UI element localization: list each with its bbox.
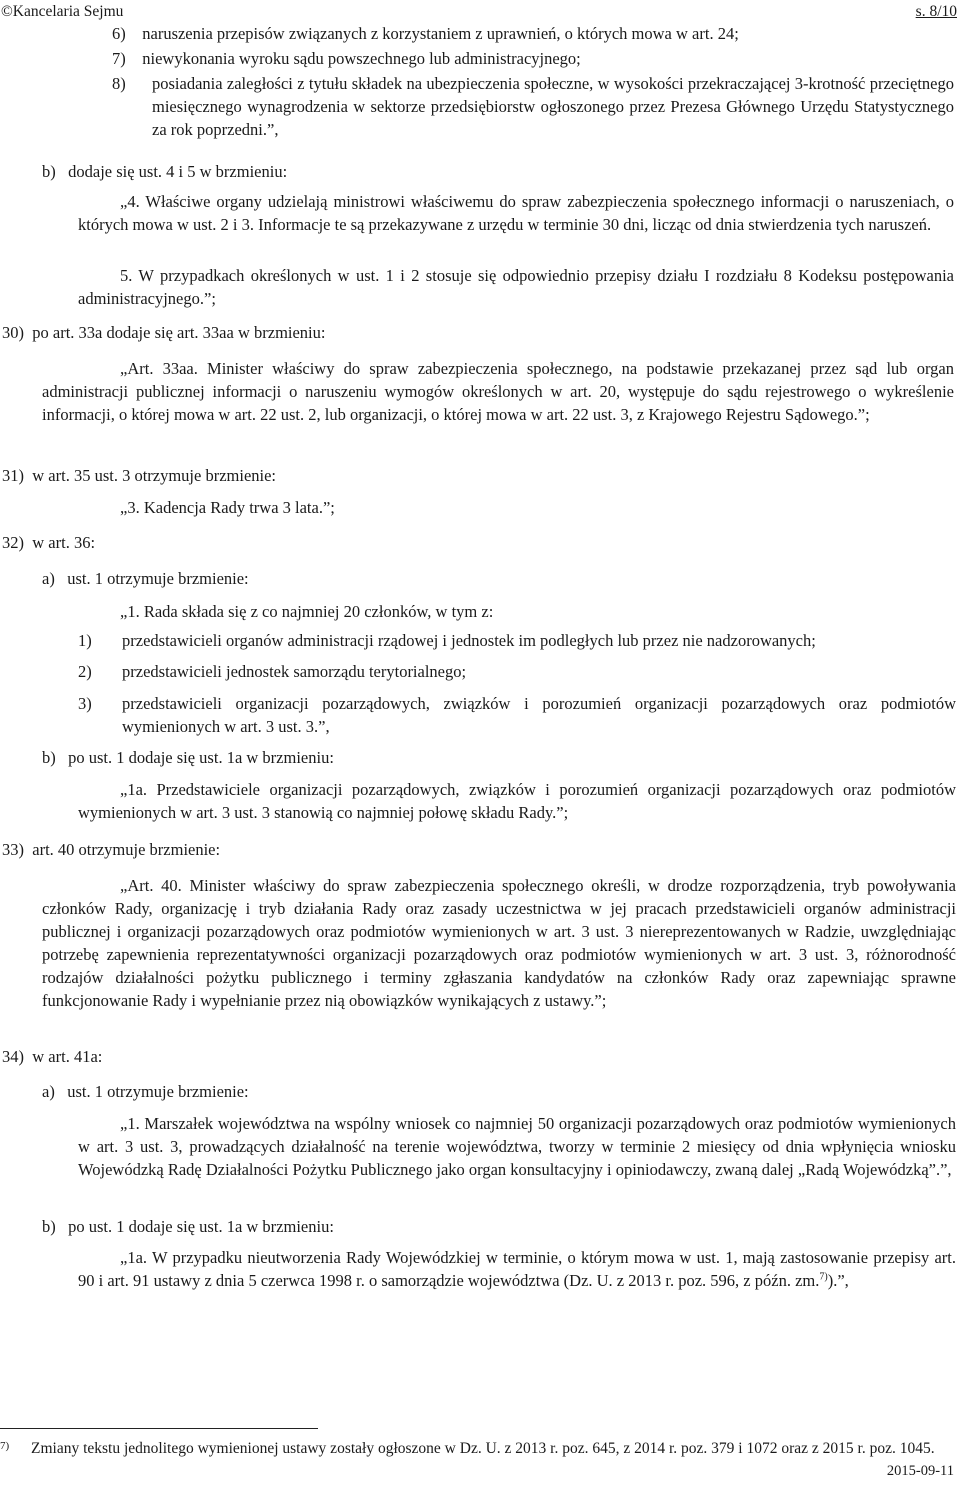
marszalek-quote: „1. Marszałek województwa na wspólny wniosek co najmniej 50 organizacji pozarządowych oraz podmiotów wymienionych w art. 3 ust. 3, prowadzących działalność na terenie województwa, tworzy w terminie 2 miesięcy od dnia wpłynięcia wniosku Wojewódzką Radę Działalności Pożytku Publicznego jako organ konsultacyjny i opiniodawczy, zwaną dalej „Radą Wojewódzką”.”, bbox=[78, 1114, 956, 1179]
footnote-text: Zmiany tekstu jednolitego wymienionej ustawy zostały ogłoszone w Dz. U. z 2013 r. poz. 645, z 2014 r. poz. 379 i 1072 oraz z 2015 r. poz. 1045. bbox=[31, 1440, 935, 1457]
item-8-number: 8) bbox=[112, 74, 126, 93]
rada-item-3-number: 3) bbox=[78, 694, 92, 713]
header-page-number: s. 8/10 bbox=[915, 3, 957, 20]
point-b-add-4-5: b) dodaje się ust. 4 i 5 w brzmieniu: bbox=[42, 162, 288, 181]
point-32-a: a) ust. 1 otrzymuje brzmienie: bbox=[42, 569, 249, 588]
kadencja-quote: „3. Kadencja Rady trwa 3 lata.”; bbox=[120, 498, 335, 517]
point-34-b: b) po ust. 1 dodaje się ust. 1a w brzmieniu: bbox=[42, 1217, 334, 1236]
rada-item-1-number: 1) bbox=[78, 631, 92, 650]
art-40-quote: „Art. 40. Minister właściwy do spraw zabezpieczenia społecznego określi, w drodze rozporządzenia, tryb powoływania członków Rady, organizację i tryb działania Rady oraz zasady uczestnictwa w jej pracach przedstawicieli organów administracji publicznej i organizacji pozarządowych oraz podmiotów wymienionych w art. 3 ust. 3 niereprezentowanych w Radzie, uwzględniając potrzebę zapewnienia reprezentatywności organizacji pozarządowych oraz podmiotów wymienionych w art. 3 ust. 3, różnorodność rodzajów działalności pożytku publicznego i terminy zgłaszania kandydatów na członków Rady oraz zapewniając sprawne funkcjonowanie Rady i wypełnianie przez nią obowiązków wynikających z ustawy.”; bbox=[42, 876, 956, 1010]
ust-1a-art41a-text: „1a. W przypadku nieutworzenia Rady Wojewódzkiej w terminie, o którym mowa w ust. 1, mają zastosowanie przepisy art. 90 i art. 91 ustawy z dnia 5 czerwca 1998 r. o samorządzie województwa (Dz. U. z 2013 r. poz. 596, z późn. zm. bbox=[78, 1248, 956, 1290]
point-33: 33) art. 40 otrzymuje brzmienie: bbox=[2, 840, 221, 859]
item-8-text: posiadania zaległości z tytułu składek na ubezpieczenia społeczne, w wysokości przekraczającej 3-krotność przeciętnego miesięcznego wynagrodzenia w sektorze przedsiębiorstw ogłoszonego przez Prezesa Głównego Urzędu Statystycznego za rok poprzedni.”, bbox=[152, 74, 954, 139]
point-32-b: b) po ust. 1 dodaje się ust. 1a w brzmieniu: bbox=[42, 748, 334, 767]
point-31: 31) w art. 35 ust. 3 otrzymuje brzmienie: bbox=[2, 466, 277, 485]
art-33aa-quote: „Art. 33aa. Minister właściwy do spraw zabezpieczenia społecznego, na podstawie przekazanej przez sąd lub organ administracji publicznej informacji o naruszeniu wymogów określonych w art. 20, występuje do sądu rejestrowego o wykreślenie informacji, o której mowa w art. 22 ust. 2, lub organizacji, o której mowa w art. 22 ust. 3, z Krajowego Rejestru Sądowego.”; bbox=[42, 359, 954, 424]
footnote-separator bbox=[0, 1428, 318, 1429]
document-date: 2015-09-11 bbox=[886, 1463, 954, 1479]
rada-item-2: przedstawicieli jednostek samorządu terytorialnego; bbox=[122, 662, 467, 681]
rada-item-3: przedstawicieli organizacji pozarządowych, związków i porozumień organizacji pozarządowych oraz podmiotów wymienionych w art. 3 ust. 3.”, bbox=[122, 694, 956, 736]
point-30: 30) po art. 33a dodaje się art. 33aa w brzmieniu: bbox=[2, 323, 326, 342]
header-copyright: ©Kancelaria Sejmu bbox=[1, 3, 124, 20]
footnote-reference[interactable]: 7) bbox=[819, 1271, 828, 1283]
rada-item-1: przedstawicieli organów administracji rządowej i jednostek im podległych lub przez nie nadzorowanych; bbox=[122, 631, 816, 650]
point-34: 34) w art. 41a: bbox=[2, 1047, 103, 1066]
ust-5-quote: 5. W przypadkach określonych w ust. 1 i 2 stosuje się odpowiednio przepisy działu I rozdziału 8 Kodeksu postępowania administracyjnego.”; bbox=[78, 266, 954, 308]
rada-item-2-number: 2) bbox=[78, 662, 92, 681]
ust-1a-art36-quote: „1a. Przedstawiciele organizacji pozarządowych, związków i porozumień organizacji pozarządowych oraz podmiotów wymienionych w art. 3 ust. 3 stanowią co najmniej połowę składu Rady.”; bbox=[78, 780, 956, 822]
ust-4-quote: „4. Właściwe organy udzielają ministrowi właściwemu do spraw zabezpieczenia społecznego informacji o naruszeniach, o których mowa w ust. 2 i 3. Informacje te są przekazywane z urzędu w terminie 30 dni, licząc od dnia stwierdzenia tych naruszeń. bbox=[78, 192, 954, 234]
point-32: 32) w art. 36: bbox=[2, 533, 96, 552]
point-34-a: a) ust. 1 otrzymuje brzmienie: bbox=[42, 1082, 249, 1101]
item-7: 7) niewykonania wyroku sądu powszechnego lub administracyjnego; bbox=[112, 49, 581, 68]
footnote-mark: 7) bbox=[0, 1440, 10, 1452]
rada-sklada-quote: „1. Rada składa się z co najmniej 20 członków, w tym z: bbox=[120, 602, 494, 621]
ust-1a-art41a-closing: ).”, bbox=[827, 1271, 849, 1290]
ust-1a-art41a-quote bbox=[78, 1246, 956, 1292]
item-6: 6) naruszenia przepisów związanych z korzystaniem z uprawnień, o których mowa w art. 24; bbox=[112, 24, 739, 43]
